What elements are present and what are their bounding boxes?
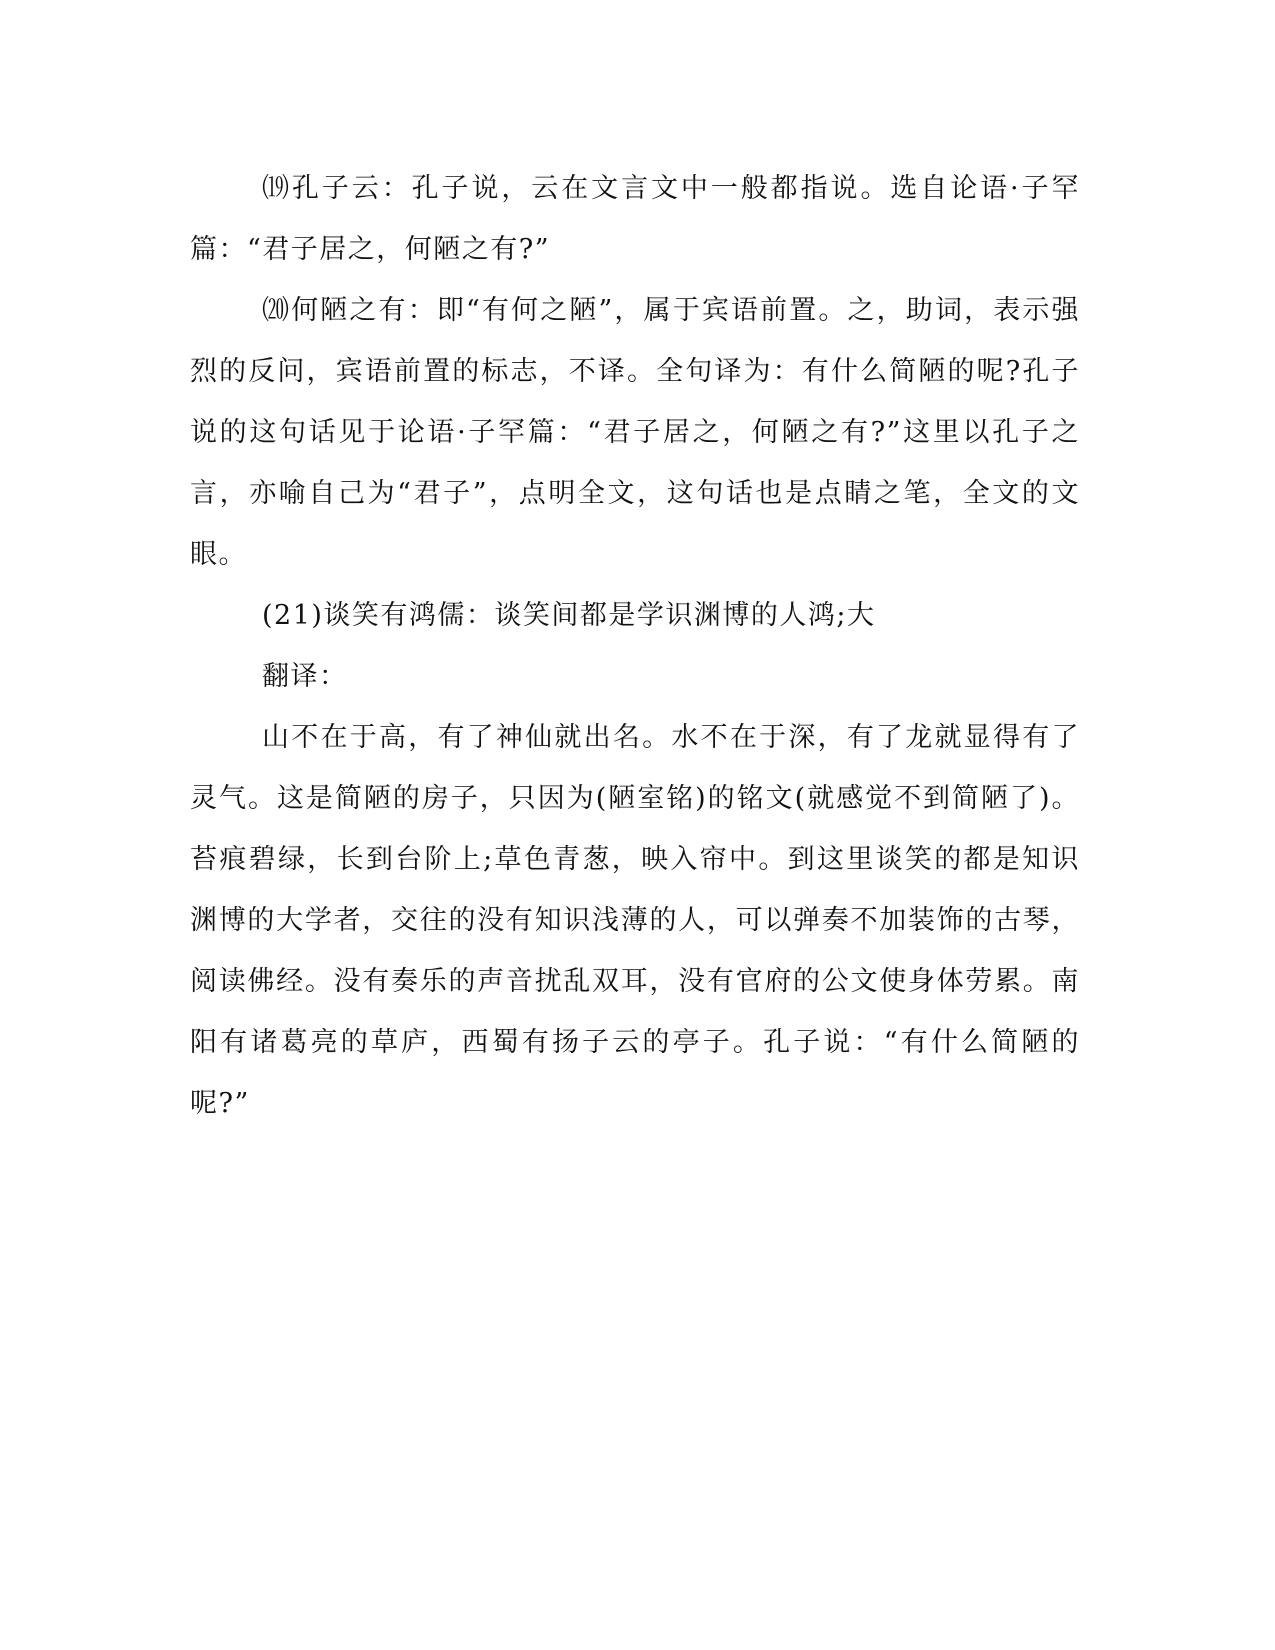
annotation-20: ⒇何陋之有：即“有何之陋”，属于宾语前置。之，助词，表示强烈的反问，宾语前置的标志，不译。全句译为：有什么简陋的呢?孔子说的这句话见于论语·子罕篇：“君子居之，何陋之有?”这里以孔子之言，亦喻自己为“君子”，点明全文，这句话也是点睛之笔，全文的文眼。 bbox=[190, 295, 1080, 570]
document-body bbox=[190, 158, 1080, 1134]
annotation-19: ⒆孔子云：孔子说，云在文言文中一般都指说。选自论语·子罕篇：“君子居之，何陋之有?” bbox=[190, 173, 1080, 265]
annotation-21: (21)谈笑有鸿儒：谈笑间都是学识渊博的人鸿;大 bbox=[262, 600, 876, 631]
translation-heading: 翻译： bbox=[262, 661, 348, 692]
translation-text: 山不在于高，有了神仙就出名。水不在于深，有了龙就显得有了灵气。这是简陋的房子，只因为(陋室铭)的铭文(就感觉不到简陋了)。苔痕碧绿，长到台阶上;草色青葱，映入帘中。到这里谈笑的都是知识渊博的大学者，交往的没有知识浅薄的人，可以弹奏不加装饰的古琴，阅读佛经。没有奏乐的声音扰乱双耳，没有官府的公文使身体劳累。南阳有诸葛亮的草庐，西蜀有扬子云的亭子。孔子说：“有什么简陋的呢?” bbox=[190, 722, 1080, 1119]
